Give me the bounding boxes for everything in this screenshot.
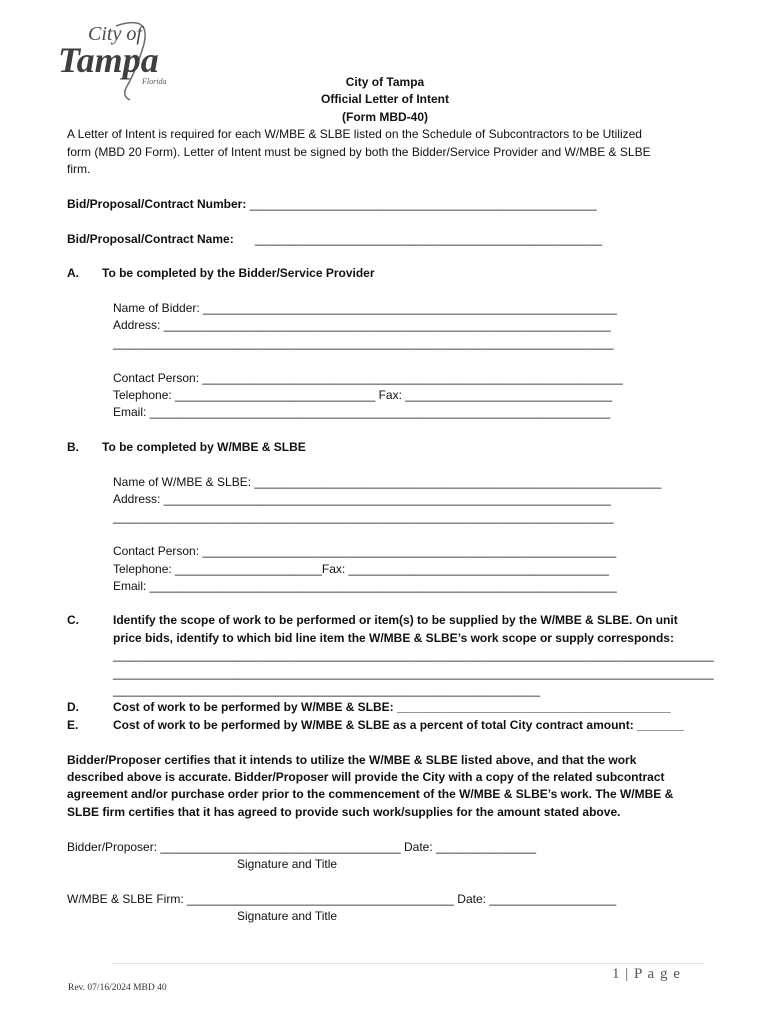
svg-text:City of: City of	[88, 23, 142, 45]
wmbe-address-line-2[interactable]: ___________________________________________________________________________	[113, 510, 614, 524]
certify-line-2: described above is accurate. Bidder/Proposer will provide the City with a copy of the related subcontract	[67, 770, 665, 784]
intro-line-1: A Letter of Intent is required for each W/MBE & SLBE listed on the Schedule of Subcontractors to be Utilized	[67, 127, 642, 141]
bid-number-field[interactable]: Bid/Proposal/Contract Number: ____________________________________________________	[67, 197, 597, 211]
wmbe-signature-field[interactable]: W/MBE & SLBE Firm: ________________________________________ Date: ___________________	[67, 892, 617, 906]
svg-text:Tampa: Tampa	[58, 40, 159, 80]
footer-divider	[112, 963, 704, 964]
bidder-name-field[interactable]: Name of Bidder: ______________________________________________________________	[113, 301, 617, 315]
section-a-heading: To be completed by the Bidder/Service Provider	[102, 266, 375, 280]
page-number: 1 | P a g e	[612, 966, 681, 982]
certify-line-1: Bidder/Proposer certifies that it intends to utilize the W/MBE & SLBE listed above, and that the work	[67, 753, 637, 767]
cost-percent-field[interactable]: Cost of work to be performed by W/MBE & SLBE as a percent of total City contract amount: _______	[113, 718, 684, 732]
bidder-address-line-2[interactable]: ___________________________________________________________________________	[113, 336, 614, 350]
svg-text:Florida: Florida	[142, 77, 167, 86]
wmbe-contact-field[interactable]: Contact Person: ______________________________________________________________	[113, 544, 617, 558]
wmbe-email-field[interactable]: Email: ______________________________________________________________________	[113, 579, 617, 593]
certify-line-3: agreement and/or purchase order prior to the commencement of the W/MBE & SLBE’s work. The W/MBE &	[67, 787, 674, 801]
wmbe-name-field[interactable]: Name of W/MBE & SLBE: _____________________________________________________________	[113, 475, 662, 489]
bidder-contact-field[interactable]: Contact Person: _______________________________________________________________	[113, 371, 623, 385]
bidder-address-field[interactable]: Address: ___________________________________________________________________	[113, 318, 611, 332]
bid-name-field[interactable]: ____________________________________________________	[255, 232, 603, 246]
scope-line-3[interactable]: ________________________________________________________________	[113, 683, 541, 697]
form-title-city: City of Tampa	[345, 75, 425, 89]
section-a-letter: A.	[67, 266, 79, 280]
revision-date: Rev. 07/16/2024 MBD 40	[68, 983, 167, 993]
section-d-letter: D.	[67, 700, 79, 714]
scope-line-2[interactable]: __________________________________________________________________________________________	[113, 666, 714, 680]
bid-name-label: Bid/Proposal/Contract Name:	[67, 232, 234, 246]
scope-line-1[interactable]: __________________________________________________________________________________________	[113, 648, 714, 662]
section-b-letter: B.	[67, 440, 79, 454]
form-number: (Form MBD-40)	[342, 110, 428, 124]
section-e-letter: E.	[67, 718, 79, 732]
certify-line-4: SLBE firm certifies that it has agreed to provide such work/supplies for the amount stated above.	[67, 805, 621, 819]
city-of-tampa-logo	[56, 16, 180, 102]
section-c-line-2: price bids, identify to which bid line item the W/MBE & SLBE’s work scope or supply corresponds:	[113, 631, 674, 645]
bidder-telephone-fax-field[interactable]: Telephone: ______________________________ Fax: _______________________________	[113, 388, 613, 402]
bidder-email-field[interactable]: Email: _____________________________________________________________________	[113, 405, 611, 419]
wmbe-signature-caption: Signature and Title	[237, 909, 338, 923]
section-c-line-1: Identify the scope of work to be performed or item(s) to be supplied by the W/MBE & SLBE. On unit	[113, 613, 678, 627]
form-title: Official Letter of Intent	[320, 92, 449, 106]
intro-line-2: form (MBD 20 Form). Letter of Intent must be signed by both the Bidder/Service Provider and W/MBE & SLBE	[67, 145, 651, 159]
wmbe-address-field[interactable]: Address: ___________________________________________________________________	[113, 492, 611, 506]
bidder-signature-field[interactable]: Bidder/Proposer: ____________________________________ Date: _______________	[67, 840, 537, 854]
intro-line-3: firm.	[67, 162, 91, 176]
cost-of-work-field[interactable]: Cost of work to be performed by W/MBE & SLBE: _________________________________________	[113, 700, 671, 714]
section-c-letter: C.	[67, 613, 79, 627]
wmbe-telephone-fax-field[interactable]: Telephone: ______________________Fax: _______________________________________	[113, 562, 609, 576]
bidder-signature-caption: Signature and Title	[237, 857, 338, 871]
section-b-heading: To be completed by W/MBE & SLBE	[102, 440, 306, 454]
